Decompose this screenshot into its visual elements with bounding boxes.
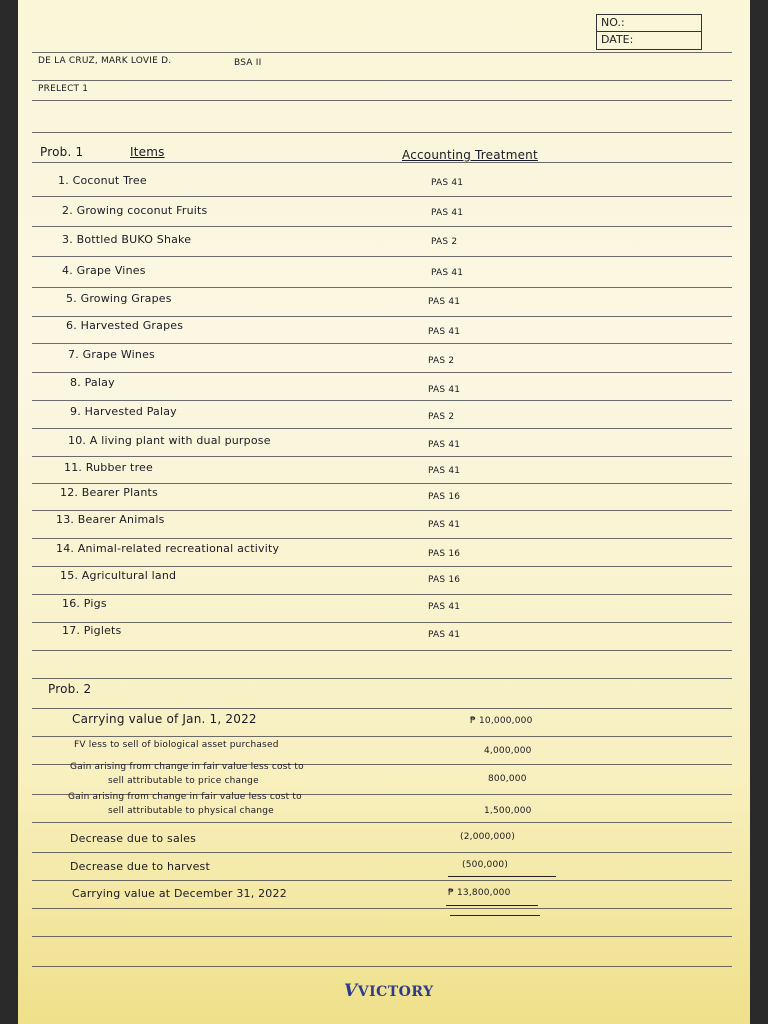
- list-item: 5. Growing Grapes: [66, 292, 172, 305]
- list-item: 14. Animal-related recreational activity: [56, 542, 280, 555]
- list-item-treatment: PAS 41: [428, 297, 461, 307]
- course-section: BSA II: [234, 58, 262, 68]
- list-item: Carrying value at December 31, 2022: [72, 887, 287, 900]
- total-double-underline-1: [446, 905, 538, 906]
- list-item: Gain arising from change in fair value less cost to: [68, 792, 302, 802]
- list-item-treatment: PAS 41: [428, 385, 461, 395]
- total-double-underline-2: [450, 915, 540, 916]
- victory-logo: [344, 981, 434, 1001]
- list-item-amount: ₱ 10,000,000: [470, 716, 533, 726]
- list-item-cont: sell attributable to price change: [108, 776, 259, 786]
- list-item: 2. Growing coconut Fruits: [62, 204, 208, 217]
- assignment-title: PRELECT 1: [38, 84, 89, 94]
- list-item-treatment: PAS 16: [428, 492, 461, 502]
- list-item-treatment: PAS 41: [428, 440, 461, 450]
- list-item: Gain arising from change in fair value less cost to: [70, 762, 304, 772]
- items-column-header: Items: [130, 145, 165, 159]
- no-label: NO.:: [601, 16, 625, 29]
- list-item-treatment: PAS 41: [428, 327, 461, 337]
- list-item-cont: sell attributable to physical change: [108, 806, 274, 816]
- list-item: 9. Harvested Palay: [70, 405, 177, 418]
- list-item-amount: 1,500,000: [484, 806, 532, 816]
- list-item: 8. Palay: [70, 376, 115, 389]
- list-item: 10. A living plant with dual purpose: [68, 434, 271, 447]
- student-name: DE LA CRUZ, MARK LOVIE D.: [38, 56, 172, 66]
- list-item: 12. Bearer Plants: [60, 486, 158, 499]
- list-item-treatment: PAS 2: [428, 412, 455, 422]
- list-item: 11. Rubber tree: [64, 461, 153, 474]
- victory-v-icon: V: [344, 981, 358, 1001]
- list-item: 6. Harvested Grapes: [66, 319, 184, 332]
- list-item: 4. Grape Vines: [62, 264, 146, 277]
- list-item: FV less to sell of biological asset purchased: [74, 740, 279, 750]
- treatment-column-header: Accounting Treatment: [402, 148, 538, 162]
- list-item: Carrying value of Jan. 1, 2022: [72, 712, 257, 726]
- list-item: 13. Bearer Animals: [56, 513, 165, 526]
- list-item: 7. Grape Wines: [68, 348, 155, 361]
- list-item: Decrease due to harvest: [70, 860, 210, 873]
- list-item: Decrease due to sales: [70, 832, 197, 845]
- list-item: 17. Piglets: [62, 624, 122, 637]
- notebook-page: [18, 0, 750, 1024]
- list-item-treatment: PAS 41: [428, 466, 461, 476]
- date-label: DATE:: [597, 31, 701, 48]
- list-item-treatment: PAS 41: [431, 268, 464, 278]
- list-item-treatment: PAS 16: [428, 549, 461, 559]
- list-item-treatment: PAS 41: [428, 630, 461, 640]
- no-date-box: [596, 14, 702, 50]
- list-item-treatment: PAS 41: [428, 520, 461, 530]
- list-item-treatment: PAS 41: [431, 208, 464, 218]
- list-item-treatment: PAS 16: [428, 575, 461, 585]
- brand-name: VICTORY: [357, 984, 434, 1000]
- list-item: 16. Pigs: [62, 597, 107, 610]
- list-item-treatment: PAS 41: [431, 178, 464, 188]
- list-item: 15. Agricultural land: [60, 569, 177, 582]
- subtotal-underline: [448, 876, 556, 877]
- list-item-amount: (500,000): [462, 860, 509, 870]
- list-item-amount: (2,000,000): [460, 832, 516, 842]
- list-item-amount: 800,000: [488, 774, 527, 784]
- list-item-amount: ₱ 13,800,000: [448, 888, 511, 898]
- list-item-amount: 4,000,000: [484, 746, 532, 756]
- list-item: 3. Bottled BUKO Shake: [62, 233, 192, 246]
- prob1-label: Prob. 1: [40, 145, 84, 159]
- list-item-treatment: PAS 2: [428, 356, 455, 366]
- prob2-label: Prob. 2: [48, 682, 92, 696]
- list-item-treatment: PAS 2: [431, 237, 458, 247]
- list-item-treatment: PAS 41: [428, 602, 461, 612]
- list-item: 1. Coconut Tree: [58, 174, 147, 187]
